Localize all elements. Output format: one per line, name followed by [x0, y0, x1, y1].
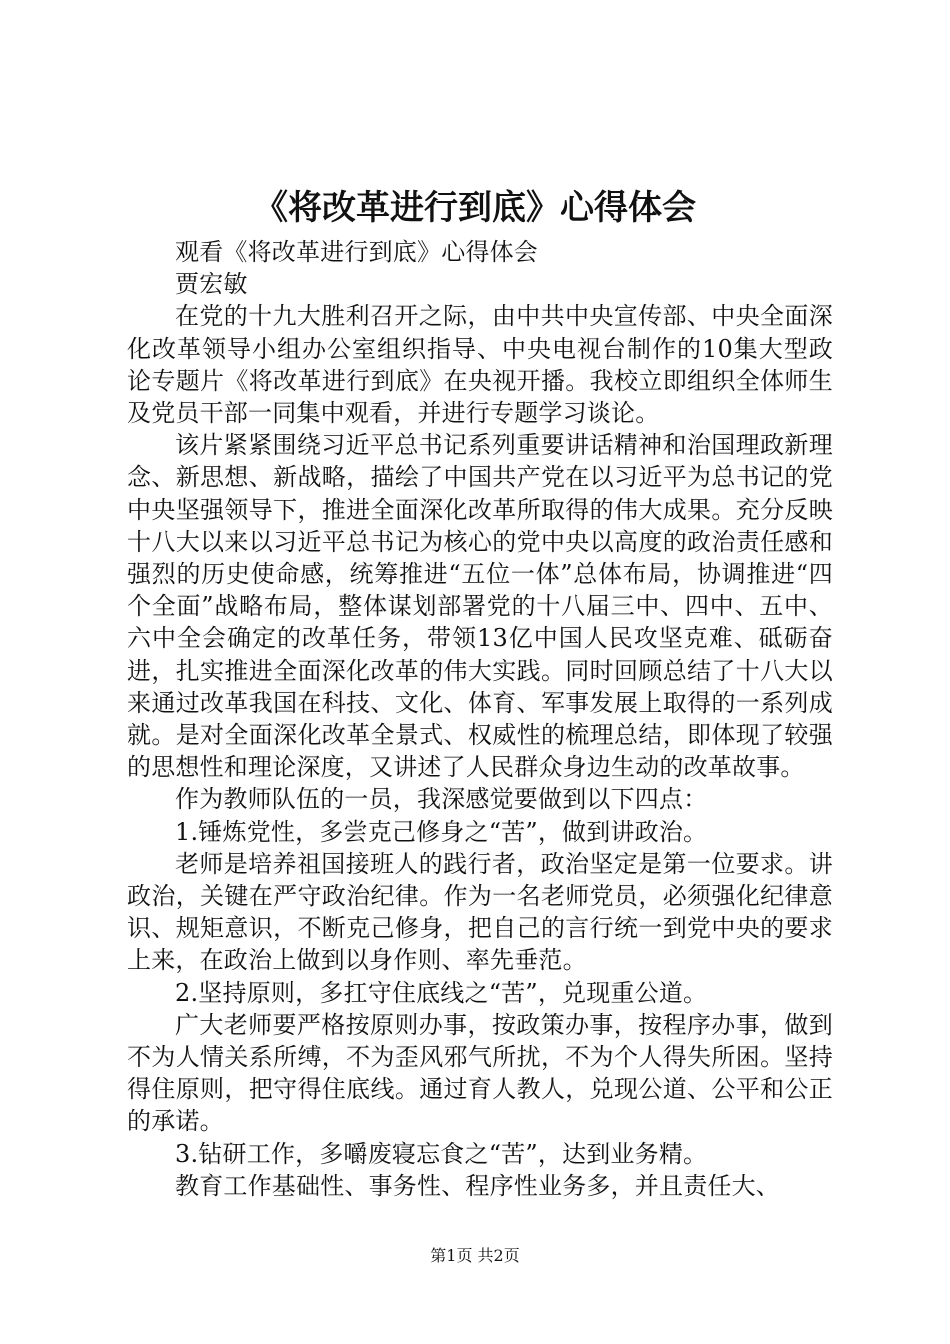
subtitle-paragraph: 观看《将改革进行到底》心得体会: [175, 238, 538, 266]
document-body: [127, 236, 833, 1202]
body-paragraph: 老师是培养祖国接班人的践行者，政治坚定是第一位要求。讲政治，关键在严守政治纪律。作为一名老师党员，必须强化纪律意识、规矩意识，不断克己修身，把自己的言行统一到党中央的要求上来，在政治上做到以身作则、率先垂范。: [127, 849, 833, 975]
body-paragraph: 广大老师要严格按原则办事，按政策办事，按程序办事，做到不为人情关系所缚，不为歪风邪气所扰，不为个人得失所困。坚持得住原则，把守得住底线。通过育人教人，兑现公道、公平和公正的承诺。: [127, 1010, 833, 1136]
body-paragraph: 该片紧紧围绕习近平总书记系列重要讲话精神和治国理政新理念、新思想、新战略，描绘了中国共产党在以习近平为总书记的党中央坚强领导下，推进全面深化改革所取得的伟大成果。充分反映十八大以来以习近平总书记为核心的党中央以高度的政治责任感和强烈的历史使命感，统筹推进“五位一体”总体布局，协调推进“四个全面”战略布局，整体谋划部署党的十八届三中、四中、五中、六中全会确定的改革任务，带领13亿中国人民攻坚克难、砥砺奋进，扎实推进全面深化改革的伟大实践。同时回顾总结了十八大以来通过改革我国在科技、文化、体育、军事发展上取得的一系列成就。是对全面深化改革全景式、权威性的梳理总结，即体现了较强的思想性和理论深度，又讲述了人民群众身边生动的改革故事。: [127, 431, 833, 782]
body-paragraph: 教育工作基础性、事务性、程序性业务多，并且责任大、: [175, 1171, 780, 1200]
section-heading: 3.钻研工作，多嚼废寝忘食之“苦”，达到业务精。: [175, 1139, 708, 1168]
author-paragraph: 贾宏敏: [175, 270, 248, 299]
page-footer: 第1页 共2页: [430, 1246, 520, 1265]
body-paragraph: 在党的十九大胜利召开之际，由中共中央宣传部、中央全面深化改革领导小组办公室组织指导、中央电视台制作的10集大型政论专题片《将改革进行到底》在央视开播。我校立即组织全体师生及党员干部一同集中观看，并进行专题学习谈论。: [127, 302, 833, 428]
body-paragraph: 作为教师队伍的一员，我深感觉要做到以下四点：: [175, 785, 708, 814]
section-heading: 1.锤炼党性，多尝克己修身之“苦”，做到讲政治。: [175, 817, 708, 846]
section-heading: 2.坚持原则，多扛守住底线之“苦”，兑现重公道。: [175, 978, 708, 1007]
document-title: 《将改革进行到底》心得体会: [254, 188, 696, 228]
